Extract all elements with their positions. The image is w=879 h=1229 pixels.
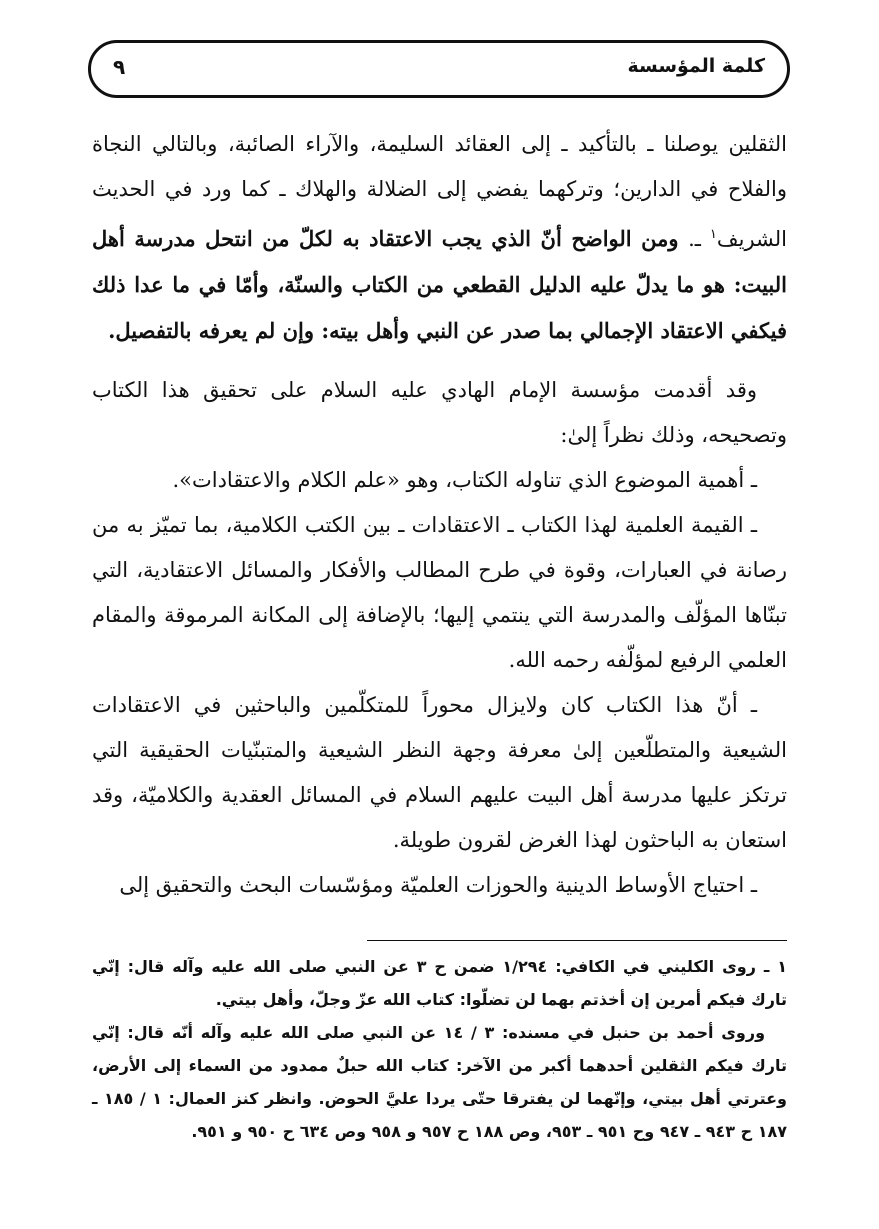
footnote-1: ١ ـ روى الكليني في الكافي: ١/٢٩٤ ضمن ح ٣ عن النبي صلى الله عليه وآله قال: إنّي تارك فيكم أمرين إن أخذتم بهما لن تضلّوا: كتاب الله عزّ وجلّ، وأهل بيتي. bbox=[92, 957, 787, 1009]
main-text bbox=[92, 122, 787, 908]
list-item-need: ـ احتياج الأوساط الدينية والحوزات العلميّة ومؤسّسات البحث والتحقيق إلى bbox=[119, 873, 757, 897]
paragraph-intro-text: الثقلين يوصلنا ـ بالتأكيد ـ إلى العقائد السليمة، والآراء الصائبة، وبالتالي النجاة والفلاح في الدارين؛ وتركهما يفضي إلى الضلالة والهلاك ـ كما ورد في الحديث الشريف bbox=[92, 132, 787, 251]
footnote-separator bbox=[367, 940, 787, 941]
list-item-central-book: ـ أنّ هذا الكتاب كان ولايزال محوراً للمتكلّمين والباحثين في الاعتقادات الشيعية والمتطلّعين إلىٰ معرفة وجهة النظر الشيعية والمتبنّيات الحقيقية التي ترتكز عليها مدرسة أهل البيت عليهم السلام في المسائل العقدية والكلاميّة، وقد استعان به الباحثون لهذا الغرض لقرون طويلة. bbox=[92, 693, 787, 852]
footnotes bbox=[92, 950, 787, 1148]
footnote-ref: ١ bbox=[709, 227, 717, 242]
page-number: ٩ bbox=[113, 55, 126, 79]
header-title: كلمة المؤسسة bbox=[627, 55, 765, 77]
paragraph-institution: وقد أقدمت مؤسسة الإمام الهادي عليه السلام على تحقيق هذا الكتاب وتصحيحه، وذلك نظراً إلىٰ: bbox=[92, 378, 787, 447]
paragraph-intro-tail: ـ. bbox=[688, 227, 710, 251]
list-item-scientific-value: ـ القيمة العلمية لهذا الكتاب ـ الاعتقادات ـ بين الكتب الكلامية، بما تميّز به من رصانة في العبارات، وقوة في طرح المطالب والأفكار والمسائل الاعتقادية، التي تبنّاها المؤلّف والمدرسة التي ينتمي إليها؛ بالإضافة إلى المكانة المرموقة والمقام العلمي الرفيع لمؤلّفه رحمه الله. bbox=[92, 513, 787, 672]
list-item-importance: ـ أهمية الموضوع الذي تناوله الكتاب، وهو «علم الكلام والاعتقادات». bbox=[172, 468, 757, 492]
paragraph-intro bbox=[92, 122, 787, 354]
paragraph-belief: ومن الواضح أنّ الذي يجب الاعتقاد به لكلّ من انتحل مدرسة أهل البيت: هو ما يدلّ عليه الدليل القطعي من الكتاب والسنّة، وأمّا في ما عدا ذلك فيكفي الاعتقاد الإجمالي بما صدر عن النبي وأهل بيته: وإن لم يعرفه بالتفصيل. bbox=[92, 226, 787, 343]
page-header bbox=[88, 40, 790, 98]
footnote-1-continued: وروى أحمد بن حنبل في مسنده: ٣ / ١٤ عن النبي صلى الله عليه وآله أنّه قال: إنّي تارك فيكم الثقلين أحدهما أكبر من الآخر: كتاب الله حبلٌ ممدود من السماء إلى الأرض، وعترتي أهل بيتي، وإنّهما لن يفترقا حتّى يردا عليَّ الحوض. وانظر كنز العمال: ١ / ١٨٥ ـ ١٨٧ ح ٩٤٣ ـ ٩٤٧ وح ٩٥١ ـ ٩٥٣، وص ١٨٨ ح ٩٥٧ و ٩٥٨ وص ٦٣٤ ح ٩٥٠ و ٩٥١. bbox=[92, 1023, 787, 1141]
